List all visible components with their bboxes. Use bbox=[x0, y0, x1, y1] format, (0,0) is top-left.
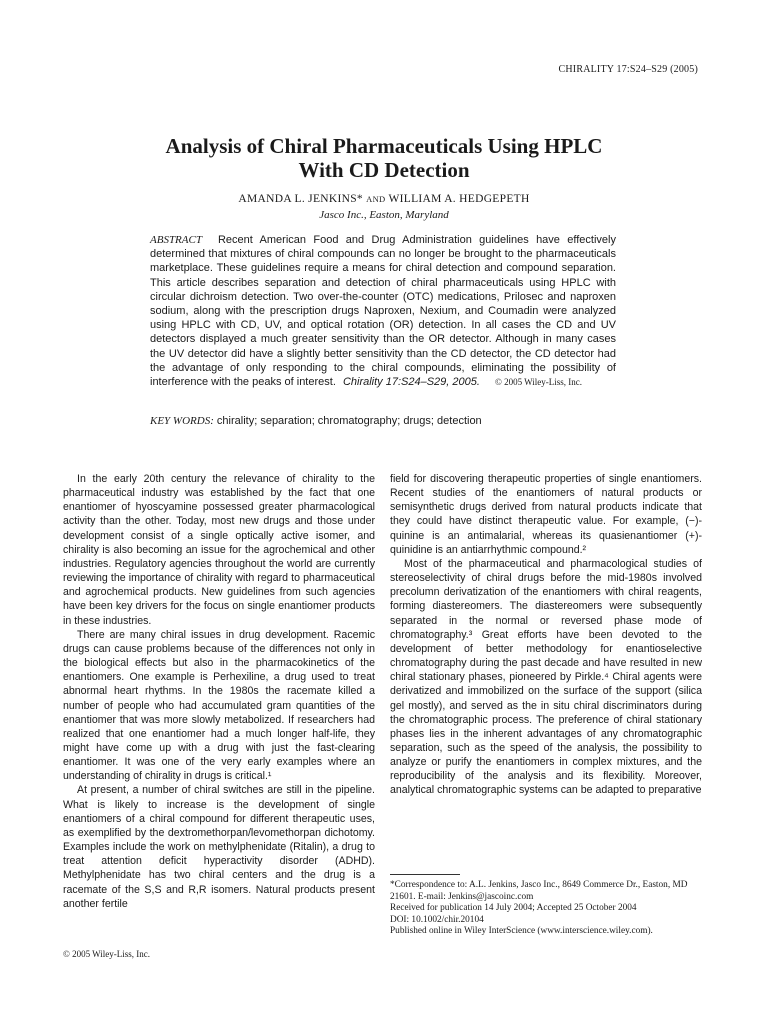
footnote-published: Published online in Wiley InterScience (www.interscience.wiley.com). bbox=[390, 926, 653, 936]
keywords-text: chirality; separation; chromatography; drugs; detection bbox=[216, 415, 482, 427]
author-1: AMANDA L. JENKINS* bbox=[238, 193, 363, 205]
affiliation: Jasco Inc., Easton, Maryland bbox=[319, 209, 449, 221]
body-paragraph: There are many chiral issues in drug development. Racemic drugs can cause problems because of the differences not only in the biological effects but also in the pharmacokinetics of the enantiomers. One example is Perhexiline, a drug used to treat abnormal heart rhythms. In the 1980s the racemate killed a number of people who had accumulated gram quantities of the enantiomer that was more slowly metabolized. If researchers had realized that one enantiomer had a much longer half-life, they might have come up with a drug with just the fast-clearing enantiomer. It was one of the very early examples where an understanding of chirality in drugs is critical.¹ bbox=[63, 628, 375, 783]
footnote-correspondence: *Correspondence to: A.L. Jenkins, Jasco Inc., 8649 Commerce Dr., Easton, MD 21601. E-mail: Jenkins@jascoinc.com bbox=[390, 880, 688, 902]
running-head: CHIRALITY 17:S24–S29 (2005) bbox=[558, 64, 698, 75]
footnote-doi: DOI: 10.1002/chir.20104 bbox=[390, 914, 484, 925]
author-conjunction: AND bbox=[366, 194, 386, 204]
body-column-left bbox=[63, 472, 375, 911]
abstract-citation: Chirality 17:S24–S29, 2005. bbox=[342, 376, 480, 389]
body-paragraph: At present, a number of chiral switches are still in the pipeline. What is likely to increase is the development of single enantiomers of a chiral compound for different therapeutic uses, as exemplified by the dextromethorpan/levomethorpan dichotomy. Examples include the work on methylphenidate (Ritalin), a drug to treat attention deficit hyperactivity disorder (ADHD). Methylphenidate has two chiral centers and the drug is a racemate of the S,S and R,R isomers. Natural products present another fertile bbox=[63, 784, 375, 910]
title-line-1: Analysis of Chiral Pharmaceuticals Using HPLC bbox=[165, 134, 603, 158]
author-2: WILLIAM A. HEDGEPETH bbox=[388, 193, 530, 205]
abstract-copyright: © 2005 Wiley-Liss, Inc. bbox=[495, 377, 583, 388]
footnote-divider bbox=[390, 874, 460, 875]
abstract-label: ABSTRACT bbox=[150, 234, 202, 246]
footnote-received: Received for publication 14 July 2004; Accepted 25 October 2004 bbox=[390, 903, 637, 913]
footer-copyright: © 2005 Wiley-Liss, Inc. bbox=[63, 949, 151, 959]
title-line-2: With CD Detection bbox=[298, 158, 470, 182]
body-column-right bbox=[390, 472, 702, 798]
abstract bbox=[150, 233, 616, 389]
keywords bbox=[150, 415, 616, 427]
author-line bbox=[0, 193, 768, 205]
body-paragraph: In the early 20th century the relevance of chirality to the pharmaceutical industry was established by the fact that one enantiomer of hyoscyamine possessed greater pharmacological activity than the other. Today, most new drugs and those under development consist of a single optically active isomer, and chirality is also becoming an issue for the agrochemical and other industries. Regulatory agencies throughout the world are currently reviewing the importance of chirality with regard to pharmaceutical and agrochemical products. New guidelines from such agencies have been key drivers for the focus on single enantiomer products in these industries. bbox=[63, 473, 375, 627]
footnotes bbox=[390, 880, 705, 938]
keywords-label: KEY WORDS: bbox=[150, 415, 214, 427]
article-title bbox=[0, 134, 768, 182]
body-paragraph: Most of the pharmaceutical and pharmacological studies of stereoselectivity of chiral drugs before the mid-1980s involved precolumn derivatization of the enantiomers with chiral reagents, forming diastereomers. The diastereomers were subsequently separated in the normal or reversed phase mode of chromatography.³ Great efforts have been devoted to the development of better methodology for enantioselective chromatography during the past decade and have resulted in new chiral stationary phases, pioneered by Pirkle.⁴ Chiral agents were derivatized and immobilized on the surface of the support (silica gel mostly), and served as the in situ chiral discriminators during the chromatographic process. The preference of chiral stationary phases lies in the inherent advantages of any chromatographic separation, such as the speed of the analysis, the possibility to analyze or purify the enantiomers in complex mixtures, and the reproducibility of the analysis and its flexibility. Moreover, analytical chromatographic systems can be adapted to preparative bbox=[390, 557, 702, 797]
abstract-text: Recent American Food and Drug Administration guidelines have effectively determined that mixtures of chiral compounds can no longer be brought to the pharmaceuticals marketplace. These guidelines require a means for chiral detection and compound separation. This article describes separation and detection of chiral pharmaceuticals using HPLC with circular dichroism detection. Two over-the-counter (OTC) medications, Prilosec and naproxen sodium, along with the prescription drugs Naproxen, Nexium, and Coumadin were analyzed using HPLC with CD, UV, and optical rotation (OR) detection. In all cases the CD and UV detectors displayed a much greater sensitivity than the OR detector. Although in many cases the UV detector did have a slightly better sensitivity than the CD detector, the CD detector had the advantage of only responding to the chiral compounds, eliminating the possibility of interference with the peaks of interest. bbox=[150, 234, 616, 389]
body-paragraph: field for discovering therapeutic properties of single enantiomers. Recent studies of the enantiomers of natural products or semisynthetic drugs derived from natural products indicate that they could have distinct therapeutic value. For example, (−)-quinine is an antimalarial, whereas its quasienantiomer (+)-quinidine is an antiarrhythmic compound.² bbox=[390, 473, 702, 556]
